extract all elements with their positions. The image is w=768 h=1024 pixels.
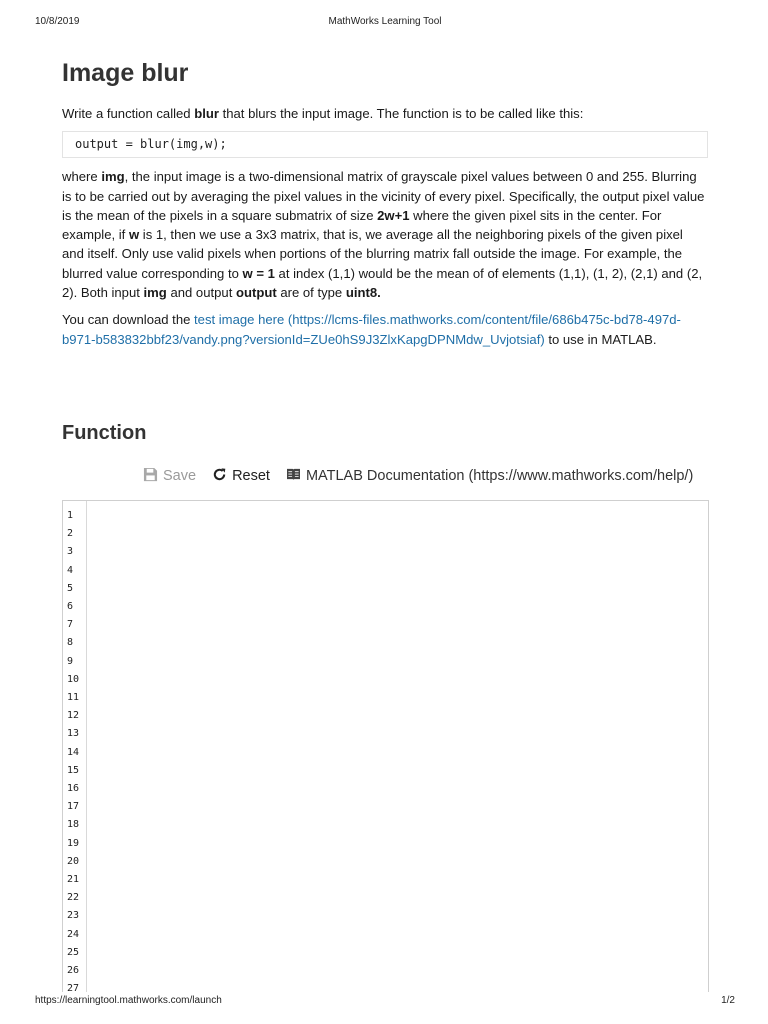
print-page-number: 1/2 (721, 995, 735, 1006)
line-number: 18 (67, 819, 80, 831)
refresh-icon (212, 467, 227, 486)
code-sample: output = blur(img,w); (62, 131, 708, 158)
print-footer (35, 995, 735, 1009)
download-text-before: You can download the (62, 312, 195, 328)
save-label: Save (163, 468, 197, 484)
description-bold-term: img (143, 285, 167, 301)
line-number: 19 (67, 837, 80, 849)
line-number: 16 (67, 783, 80, 794)
documentation-link[interactable] (286, 468, 693, 485)
description-bold-term: w = 1 (242, 265, 275, 281)
reset-button[interactable] (212, 467, 270, 486)
reset-label: Reset (232, 468, 270, 484)
line-number: 27 (67, 983, 80, 992)
line-number: 11 (67, 692, 80, 703)
problem-title: Image blur (62, 59, 189, 87)
line-number: 1 (67, 510, 74, 521)
line-number: 2 (67, 528, 74, 540)
line-number: 26 (67, 965, 80, 976)
description-text: and output (166, 285, 236, 301)
code-editor[interactable] (62, 500, 709, 992)
floppy-disk-icon (143, 467, 158, 486)
problem-intro (62, 104, 708, 123)
print-url: https://learningtool.mathworks.com/launch (35, 995, 222, 1006)
line-number: 23 (67, 910, 80, 922)
print-site-title: MathWorks Learning Tool (328, 16, 442, 27)
line-number: 17 (67, 801, 80, 813)
function-name: blur (194, 106, 219, 121)
description-bold-term: 2w+1 (377, 207, 410, 223)
line-number: 7 (67, 619, 74, 631)
description-text: where the given pixel sits in the center. For example, if (62, 207, 662, 243)
line-number: 24 (67, 928, 80, 940)
line-number: 12 (67, 710, 80, 722)
line-number: 9 (67, 655, 74, 667)
line-number: 3 (67, 546, 74, 558)
description-text: where (62, 169, 102, 185)
line-number: 25 (67, 946, 80, 958)
description-bold-term: output (235, 285, 277, 301)
print-date: 10/8/2019 (35, 16, 80, 27)
description-bold-term: w (128, 227, 140, 243)
intro-text-after: that blurs the input image. The function is to be called like this: (218, 106, 584, 121)
description-text: , the input image is a two-dimensional matrix of grayscale pixel values between 0 and 255. Blurring is to be carried out by averaging the pixel values in the vicinity of every pixel. Specifically, the output pixel value is the mean of the pixels in a square submatrix of size (62, 169, 705, 223)
download-text-after: to use in MATLAB. (544, 331, 657, 347)
line-number-gutter (63, 501, 87, 992)
line-number: 10 (67, 673, 80, 685)
print-header (35, 16, 735, 30)
line-number: 4 (67, 564, 74, 576)
line-number: 8 (67, 637, 74, 649)
line-number: 5 (67, 582, 74, 594)
documentation-label: MATLAB Documentation (https://www.mathworks.com/help/) (305, 468, 694, 484)
line-number: 13 (67, 728, 80, 740)
save-button[interactable] (143, 467, 196, 486)
description-bold-term: img (101, 169, 125, 185)
test-image-link[interactable]: test image here (https://lcms-files.mathworks.com/content/file/686b475c-bd78-497d-b971-b583832bbf23/vandy.png?versionId=ZUe0hS9J3ZlxKapgDPNMdw_Uvjotsiaf) (62, 312, 681, 347)
problem-description (62, 167, 708, 302)
line-number: 21 (67, 874, 80, 885)
editor-toolbar (143, 466, 693, 486)
line-number: 14 (67, 746, 80, 758)
intro-text-before: Write a function called (62, 106, 195, 121)
line-number: 20 (67, 855, 80, 867)
function-section-title: Function (62, 422, 147, 444)
description-bold-term: uint8. (345, 285, 381, 301)
download-paragraph (62, 310, 708, 349)
line-number: 15 (67, 764, 80, 776)
line-number: 6 (67, 601, 74, 612)
code-input-area[interactable] (88, 501, 708, 992)
problem-content (62, 56, 708, 349)
line-number: 22 (67, 892, 80, 904)
description-text: are of type (276, 285, 346, 301)
description-text: is 1, then we use a 3x3 matrix, that is, we average all the neighboring pixels of the given pixel and itself. Only use valid pixels when portions of the blurring matrix fall outside the image. For example, the blurred value corresponding to (62, 227, 683, 281)
description-text: at index (1,1) would be the mean of of elements (1,1), (1, 2), (2,1) and (2, 2). Both input (62, 265, 703, 301)
book-icon (286, 468, 301, 485)
